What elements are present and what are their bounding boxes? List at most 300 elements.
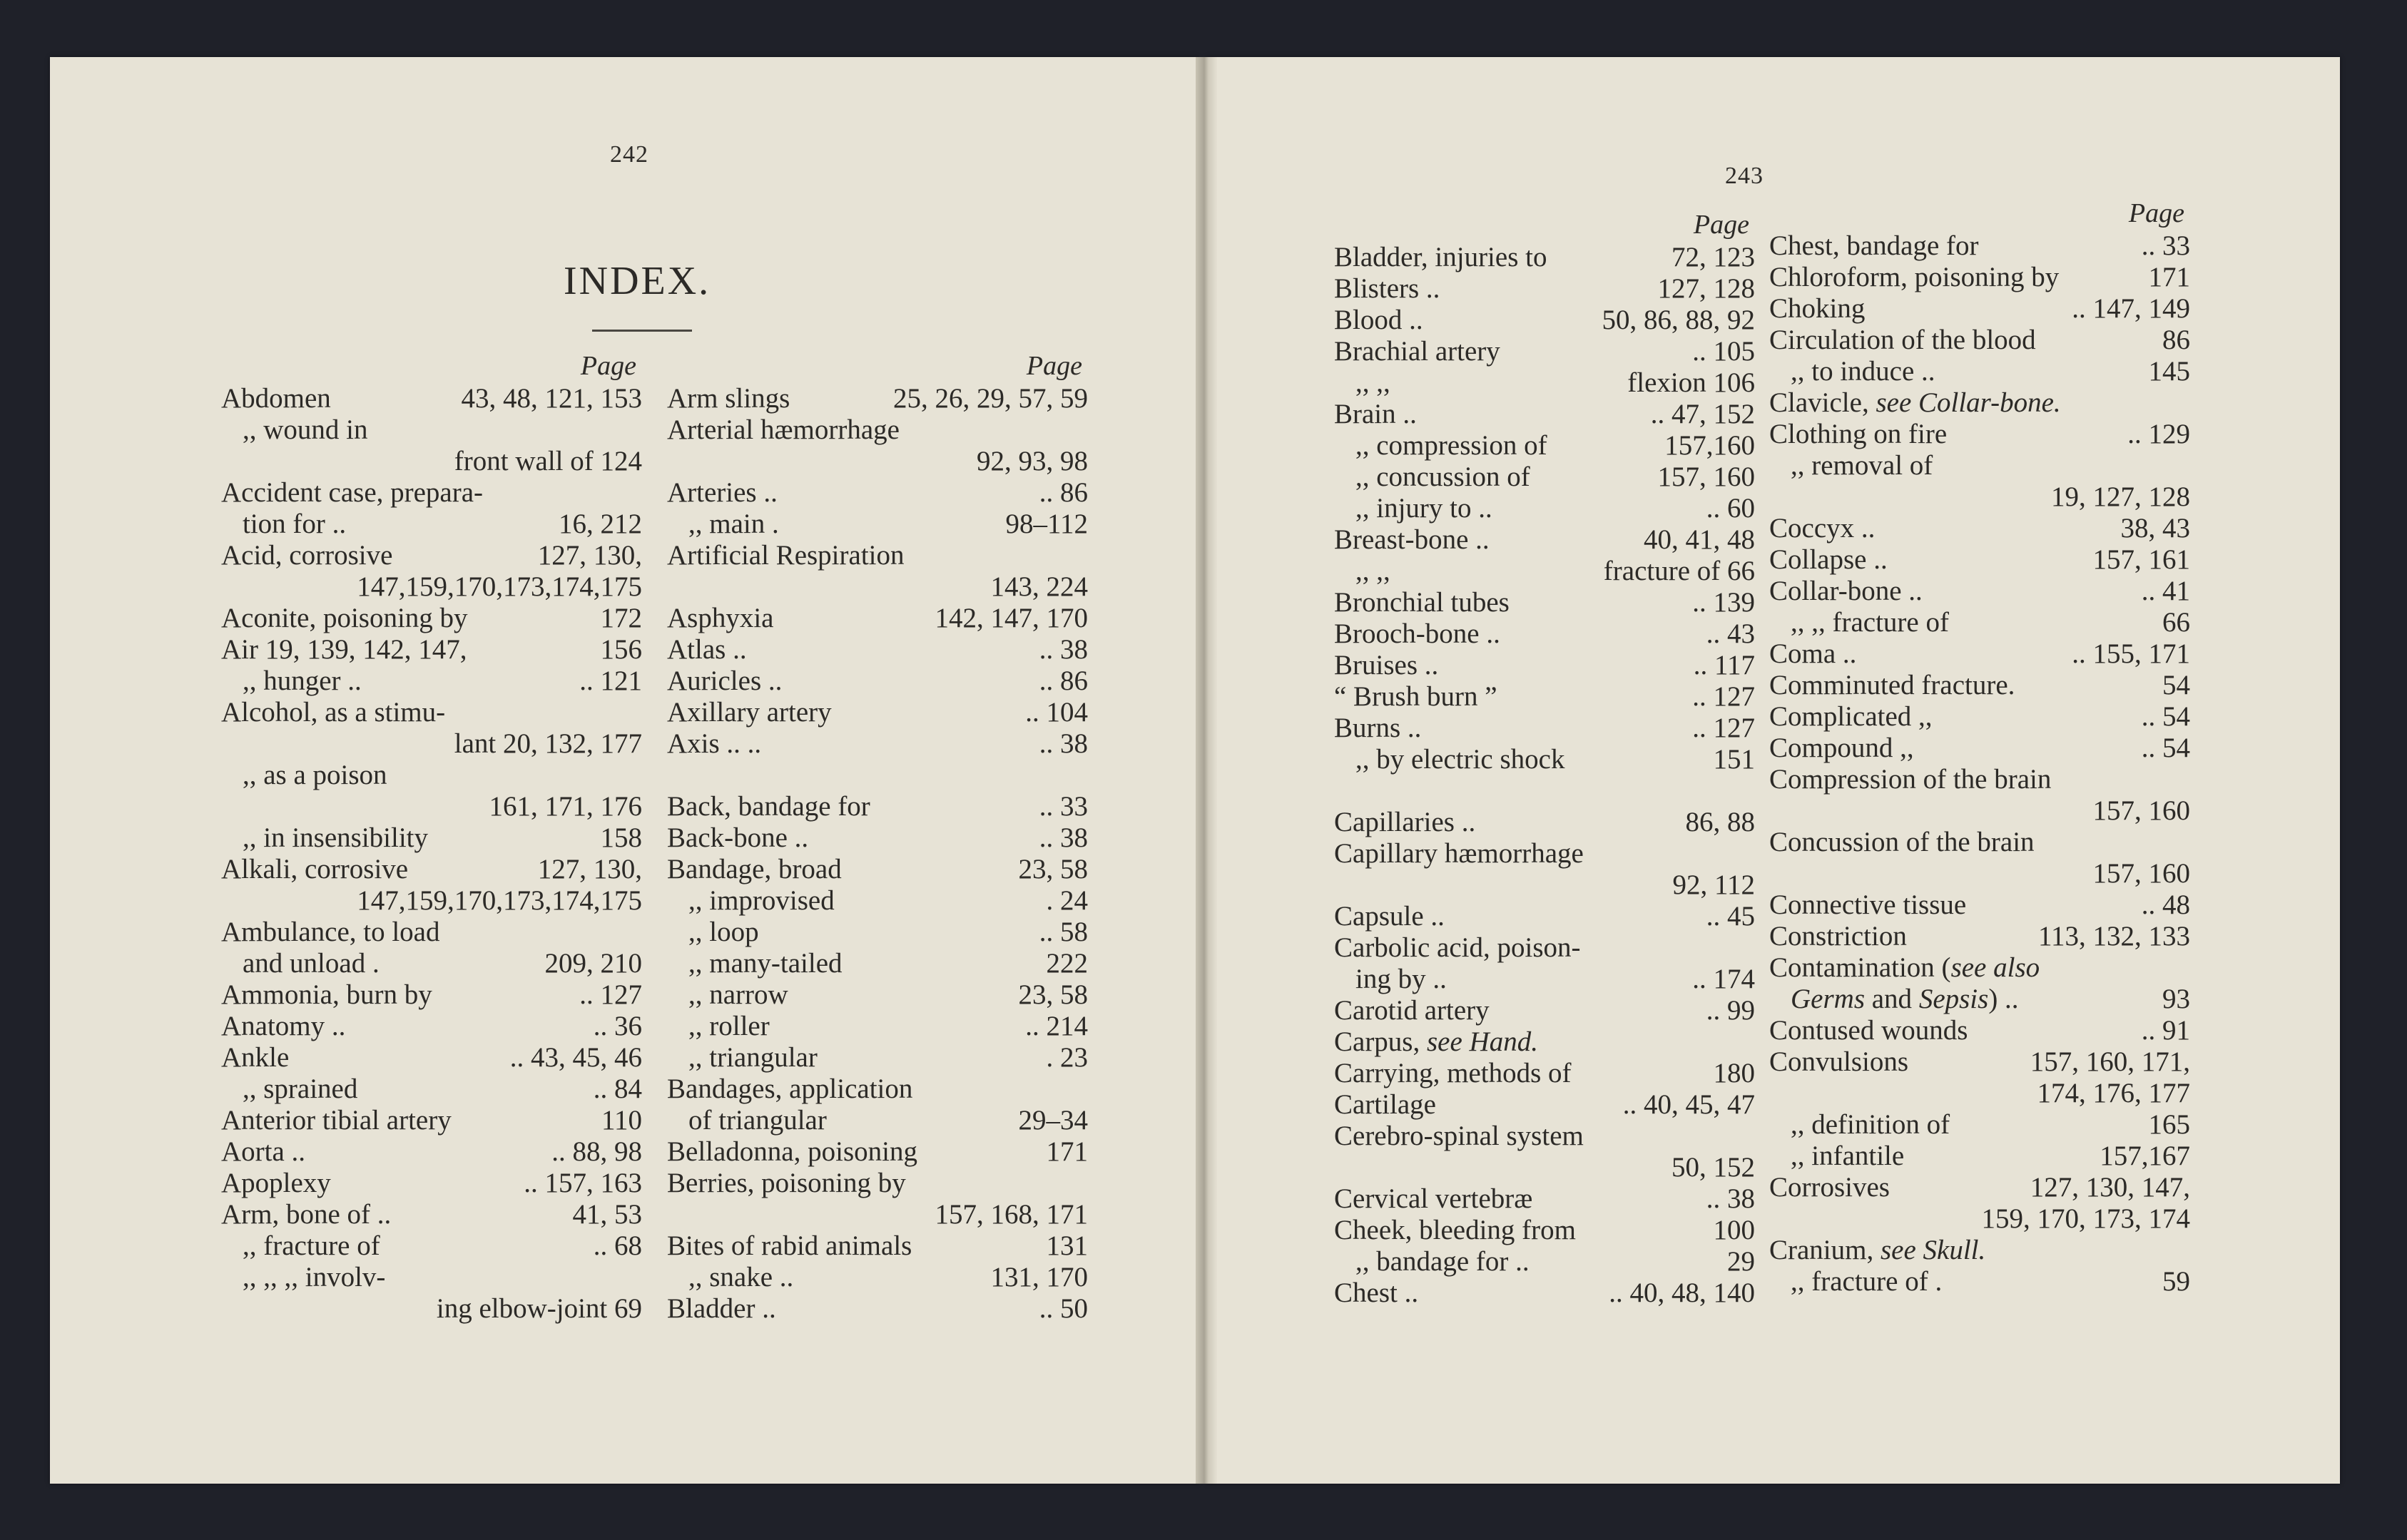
index-pages: .. 127 [1692,681,1755,712]
index-entry [221,1074,642,1105]
index-pages: .. 68 [593,1230,642,1261]
index-term: ,, infantile [1791,1141,1905,1171]
index-pages: 147,159,170,173,174,175 [357,885,642,916]
index-entry [1334,493,1755,524]
index-term: Contamination (see also [1769,952,2040,983]
index-term: Air 19, 139, 142, 147, [221,634,467,665]
index-term: Collar-bone .. [1769,576,1923,606]
index-entry [667,634,1088,666]
right-page-number: 243 [1725,163,1764,189]
index-entry [1334,1183,1755,1215]
index-term: Carbolic acid, poison- [1334,932,1581,963]
index-entry [667,666,1088,697]
index-entry [1334,305,1755,336]
index-pages: .. 157, 163 [524,1168,642,1198]
index-term: ,, ,, [1355,556,1390,586]
index-term: ,, in insensibility [243,822,429,853]
index-entry [667,1262,1088,1293]
index-term: Clavicle, see Collar-bone. [1769,387,2061,418]
index-entry [221,948,642,979]
index-entry [1769,419,2190,450]
index-pages: ing elbow-joint 69 [436,1293,642,1324]
index-term: Berries, poisoning by [667,1168,906,1198]
index-term: Chest, bandage for [1769,230,1979,261]
index-term: Connective tissue [1769,889,1967,920]
index-pages: 209, 210 [544,948,642,979]
index-pages: .. 91 [2141,1015,2190,1046]
index-term: Back-bone .. [667,822,809,853]
index-pages: 100 [1713,1215,1755,1245]
index-entry [1769,230,2190,262]
index-entry [1334,399,1755,430]
index-entry [1769,544,2190,576]
index-term: Cartilage [1334,1089,1436,1120]
index-term: Choking [1769,293,1866,324]
index-term: Apoplexy [221,1168,331,1198]
index-entry [667,1168,1088,1199]
index-term: Arm, bone of .. [221,1199,392,1230]
index-pages: 43, 48, 121, 153 [461,383,642,414]
index-pages: 165 [2148,1109,2190,1140]
index-entry [1769,858,2190,889]
index-entry [1769,984,2190,1015]
index-entry [667,603,1088,634]
index-term: ,, by electric shock [1355,744,1565,775]
index-term: Compression of the brain [1769,764,2052,795]
index-entry [667,1199,1088,1230]
index-entry [1334,870,1755,901]
index-entry [1334,618,1755,650]
index-term: Belladonna, poisoning [667,1136,917,1167]
index-pages: . 24 [1046,885,1088,916]
index-pages: .. 54 [2141,733,2190,763]
index-entry [667,728,1088,760]
index-entry [667,885,1088,917]
index-entry [221,603,642,634]
index-term: Back, bandage for [667,791,870,822]
index-pages: fracture of 66 [1603,556,1755,586]
index-entry [1334,1246,1755,1278]
index-column-4 [1769,198,2190,1297]
index-entry [1334,1121,1755,1152]
index-entry [1334,838,1755,870]
index-entry [1769,1109,2190,1141]
index-pages: 86, 88 [1685,807,1755,837]
index-term: ,, hunger .. [243,666,362,696]
index-entry [1769,325,2190,356]
index-pages: 158 [600,822,642,853]
index-pages: .. 58 [1039,917,1088,947]
index-pages: 174, 176, 177 [2037,1078,2190,1108]
index-pages: .. 54 [2141,701,2190,732]
index-pages: 59 [2162,1266,2190,1297]
index-term: ,, compression of [1355,430,1547,461]
index-pages: 156 [600,634,642,665]
index-pages: .. 127 [1692,713,1755,743]
index-entry [667,414,1088,446]
index-pages: .. 104 [1025,697,1088,728]
index-pages: 66 [2162,607,2190,638]
index-term: ,, triangular [688,1042,818,1073]
index-pages: .. 45 [1706,901,1755,932]
index-entry [1769,638,2190,670]
index-entry [667,822,1088,854]
index-pages: . 23 [1046,1042,1088,1073]
index-term: Bandage, broad [667,854,842,884]
index-pages: 16, 212 [559,509,642,539]
index-pages: 157,167 [2100,1141,2190,1171]
index-entry [1334,744,1755,775]
index-entry [221,634,642,666]
index-term: Brooch-bone .. [1334,618,1500,649]
index-term: Clothing on fire [1769,419,1948,449]
index-entry [221,1293,642,1325]
index-entry [667,446,1088,477]
index-term: “ Brush burn ” [1334,681,1497,712]
index-pages: 142, 147, 170 [935,603,1088,633]
index-entry [221,414,642,446]
index-term: Carotid artery [1334,995,1490,1026]
index-entry [1334,1089,1755,1121]
index-term: Artificial Respiration [667,540,905,571]
index-pages: .. 117 [1693,650,1755,680]
index-term: Capillaries .. [1334,807,1476,837]
index-pages: .. 38 [1706,1183,1755,1214]
index-term: Acid, corrosive [221,540,393,571]
index-pages: .. 155, 171 [2072,638,2190,669]
section-gap [667,760,1088,791]
index-entry [1334,556,1755,587]
index-pages: 127, 130, [537,854,642,884]
index-entry [221,1136,642,1168]
index-entry [1334,273,1755,305]
index-entry [1769,513,2190,544]
index-pages: .. 50 [1039,1293,1088,1324]
index-term: Bandages, application [667,1074,913,1104]
index-pages: .. 139 [1692,587,1755,618]
index-term: ,, snake .. [688,1262,794,1292]
index-entry [1334,1215,1755,1246]
index-entry [667,854,1088,885]
index-entry [1334,1026,1755,1058]
index-term: ,, many-tailed [688,948,843,979]
index-entry [667,1293,1088,1325]
index-pages: 180 [1713,1058,1755,1088]
index-pages: 113, 132, 133 [2037,921,2190,952]
index-term: Circulation of the blood [1769,325,2036,355]
index-entry [1769,795,2190,827]
index-entry [221,1262,642,1293]
index-entry [1334,1058,1755,1089]
index-term: Arm slings [667,383,790,414]
index-entry [1769,733,2190,764]
index-entry [1769,576,2190,607]
index-pages: 72, 123 [1671,242,1755,272]
index-entry [1334,587,1755,618]
index-pages: .. 88, 98 [551,1136,642,1167]
index-term: ,, roller [688,1011,770,1041]
index-entry [1769,387,2190,419]
index-term: ,, sprained [243,1074,358,1104]
index-term: ,, as a poison [243,760,387,790]
index-entry [1769,450,2190,481]
index-pages: 50, 152 [1671,1152,1755,1183]
index-pages: .. 127 [579,979,642,1010]
index-pages: 54 [2162,670,2190,700]
index-term: ,, fracture of [243,1230,380,1261]
book-gutter [1196,57,1217,1484]
page-header: Page [1693,210,1749,240]
index-term: ,, definition of [1791,1109,1950,1140]
index-pages: 25, 26, 29, 57, 59 [893,383,1088,414]
index-pages: 145 [2148,356,2190,387]
index-term: ,, injury to .. [1355,493,1492,524]
index-term: ,, wound in [243,414,368,445]
index-entry [221,822,642,854]
index-entry [1334,242,1755,273]
index-term: Arteries .. [667,477,778,508]
title-rule [592,330,692,332]
index-term: Complicated ,, [1769,701,1933,732]
index-entry [1334,1278,1755,1309]
index-term: ,, ,, ,, involv- [243,1262,386,1292]
index-pages: 147,159,170,173,174,175 [357,571,642,602]
index-term: Aorta .. [221,1136,306,1167]
index-pages: 171 [1046,1136,1088,1167]
index-entry [221,1042,642,1074]
index-term: Anatomy .. [221,1011,346,1041]
index-entry [1334,964,1755,995]
index-column-2 [667,350,1088,1325]
index-entry [1334,713,1755,744]
index-term: Aconite, poisoning by [221,603,468,633]
index-entry [667,948,1088,979]
index-pages: 157,160 [1664,430,1755,461]
index-entry [1334,650,1755,681]
index-term: Carpus, see Hand. [1334,1026,1538,1057]
index-term: Comminuted fracture. [1769,670,2015,700]
index-title: INDEX. [564,259,711,303]
index-term: ,, loop [688,917,759,947]
index-pages: 151 [1713,744,1755,775]
index-pages: .. 105 [1692,336,1755,367]
index-entry [221,854,642,885]
section-gap [1334,775,1755,807]
index-pages: 171 [2148,262,2190,292]
index-pages: 131, 170 [990,1262,1088,1292]
index-term: Convulsions [1769,1046,1909,1077]
index-pages: 157, 161 [2092,544,2190,575]
index-entry [221,446,642,477]
index-term: ing by .. [1355,964,1447,994]
index-entry [1334,462,1755,493]
index-entry [1769,607,2190,638]
index-entry [1334,1152,1755,1183]
index-entry [667,540,1088,571]
index-term: Burns .. [1334,713,1422,743]
index-term: Alkali, corrosive [221,854,409,884]
index-pages: 86 [2162,325,2190,355]
index-term: ,, removal of [1791,450,1933,481]
index-entry [221,1168,642,1199]
index-pages: 93 [2162,984,2190,1014]
index-pages: 127, 130, 147, [2030,1172,2190,1203]
index-term: Cerebro-spinal system [1334,1121,1584,1151]
index-term: ,, fracture of . [1791,1266,1943,1297]
index-term: ,, improvised [688,885,835,916]
index-pages: 127, 130, [537,540,642,571]
index-term: ,, ,, fracture of [1791,607,1949,638]
index-pages: .. 38 [1039,728,1088,759]
index-pages: .. 129 [2127,419,2190,449]
index-entry [221,666,642,697]
index-pages: .. 38 [1039,822,1088,853]
index-entry [221,697,642,728]
index-term: Coma .. [1769,638,1857,669]
index-entry [1769,481,2190,513]
index-pages: .. 38 [1039,634,1088,665]
index-term: Collapse .. [1769,544,1888,575]
index-pages: 23, 58 [1018,979,1088,1010]
index-term: Alcohol, as a stimu- [221,697,446,728]
index-term: Auricles .. [667,666,783,696]
index-pages: .. 47, 152 [1650,399,1755,429]
index-term: Concussion of the brain [1769,827,2035,857]
index-pages: flexion 106 [1627,367,1755,398]
index-entry [1769,1046,2190,1078]
index-term: Capsule .. [1334,901,1445,932]
index-pages: 127, 128 [1657,273,1755,304]
index-entry [667,383,1088,414]
index-term: Blisters .. [1334,273,1440,304]
page-header: Page [2128,198,2184,228]
index-term: Bites of rabid animals [667,1230,912,1261]
index-term: Germs and Sepsis) .. [1791,984,2019,1014]
index-pages: .. 84 [593,1074,642,1104]
index-entry [221,1199,642,1230]
index-term: Bronchial tubes [1334,587,1510,618]
index-pages: 157, 160 [1657,462,1755,492]
index-pages: 50, 86, 88, 92 [1602,305,1755,335]
index-entry [1769,670,2190,701]
index-entry [221,1105,642,1136]
index-pages: .. 43 [1706,618,1755,649]
index-entry [667,477,1088,509]
index-entry [221,760,642,791]
index-pages: .. 60 [1706,493,1755,524]
index-entry [1769,1266,2190,1297]
left-page-number: 242 [610,141,648,168]
index-entry [1334,995,1755,1026]
index-entry [1769,1015,2190,1046]
index-entry [1769,764,2190,795]
index-entry [667,1074,1088,1105]
index-column-3 [1334,209,1755,1309]
index-term: ,, main . [688,509,779,539]
index-term: of triangular [688,1105,827,1136]
index-term: Accident case, prepara- [221,477,484,508]
index-pages: 19, 127, 128 [2051,481,2190,512]
index-pages: .. 174 [1692,964,1755,994]
index-term: Carrying, methods of [1334,1058,1572,1088]
index-term: Axillary artery [667,697,832,728]
index-pages: lant 20, 132, 177 [454,728,642,759]
index-term: ,, narrow [688,979,788,1010]
index-term: Anterior tibial artery [221,1105,452,1136]
index-pages: .. 40, 48, 140 [1609,1278,1755,1308]
index-term: Bladder .. [667,1293,776,1324]
index-pages: .. 43, 45, 46 [509,1042,642,1073]
index-term: Contused wounds [1769,1015,1968,1046]
index-pages: 143, 224 [990,571,1088,602]
index-pages: 157, 160 [2092,858,2190,889]
index-term: Coccyx .. [1769,513,1876,544]
index-entry [1769,1141,2190,1172]
index-term: tion for .. [243,509,347,539]
index-entry [221,885,642,917]
index-term: Bruises .. [1334,650,1439,680]
index-term: Abdomen [221,383,331,414]
index-term: and unload . [243,948,380,979]
index-entry [1334,524,1755,556]
index-term: Chest .. [1334,1278,1419,1308]
index-entry [221,540,642,571]
index-entry [1769,889,2190,921]
index-pages: .. 99 [1706,995,1755,1026]
index-pages: .. 33 [1039,791,1088,822]
index-term: Compound ,, [1769,733,1914,763]
index-term: ,, ,, [1355,367,1390,398]
index-entry [1334,932,1755,964]
index-term: Cheek, bleeding from [1334,1215,1576,1245]
index-entry [221,979,642,1011]
index-entry [1769,701,2190,733]
index-pages: 29–34 [1018,1105,1088,1136]
index-entry [667,1105,1088,1136]
index-entry [1334,807,1755,838]
index-term: Ambulance, to load [221,917,440,947]
index-column-1 [221,350,642,1325]
index-pages: 92, 93, 98 [977,446,1088,476]
index-term: Corrosives [1769,1172,1890,1203]
index-pages: 98–112 [1005,509,1088,539]
index-term: Cervical vertebræ [1334,1183,1533,1214]
index-entry [667,917,1088,948]
index-pages: .. 121 [579,666,642,696]
index-entry [667,697,1088,728]
index-entry [1769,262,2190,293]
index-term: Brain .. [1334,399,1417,429]
index-entry [1334,681,1755,713]
index-pages: 157, 168, 171 [935,1199,1088,1230]
index-pages: .. 86 [1039,477,1088,508]
index-pages: 172 [600,603,642,633]
index-entry [1769,1203,2190,1235]
index-term: Blood .. [1334,305,1423,335]
index-pages: front wall of 124 [454,446,642,476]
index-pages: 131 [1046,1230,1088,1261]
index-term: Chloroform, poisoning by [1769,262,2060,292]
index-term: Cranium, see Skull. [1769,1235,1986,1265]
index-term: Capillary hæmorrhage [1334,838,1584,869]
index-term: Asphyxia [667,603,774,633]
index-pages: 23, 58 [1018,854,1088,884]
index-pages: 110 [601,1105,642,1136]
index-entry [221,791,642,822]
index-entry [667,509,1088,540]
index-entry [221,917,642,948]
index-pages: .. 36 [593,1011,642,1041]
